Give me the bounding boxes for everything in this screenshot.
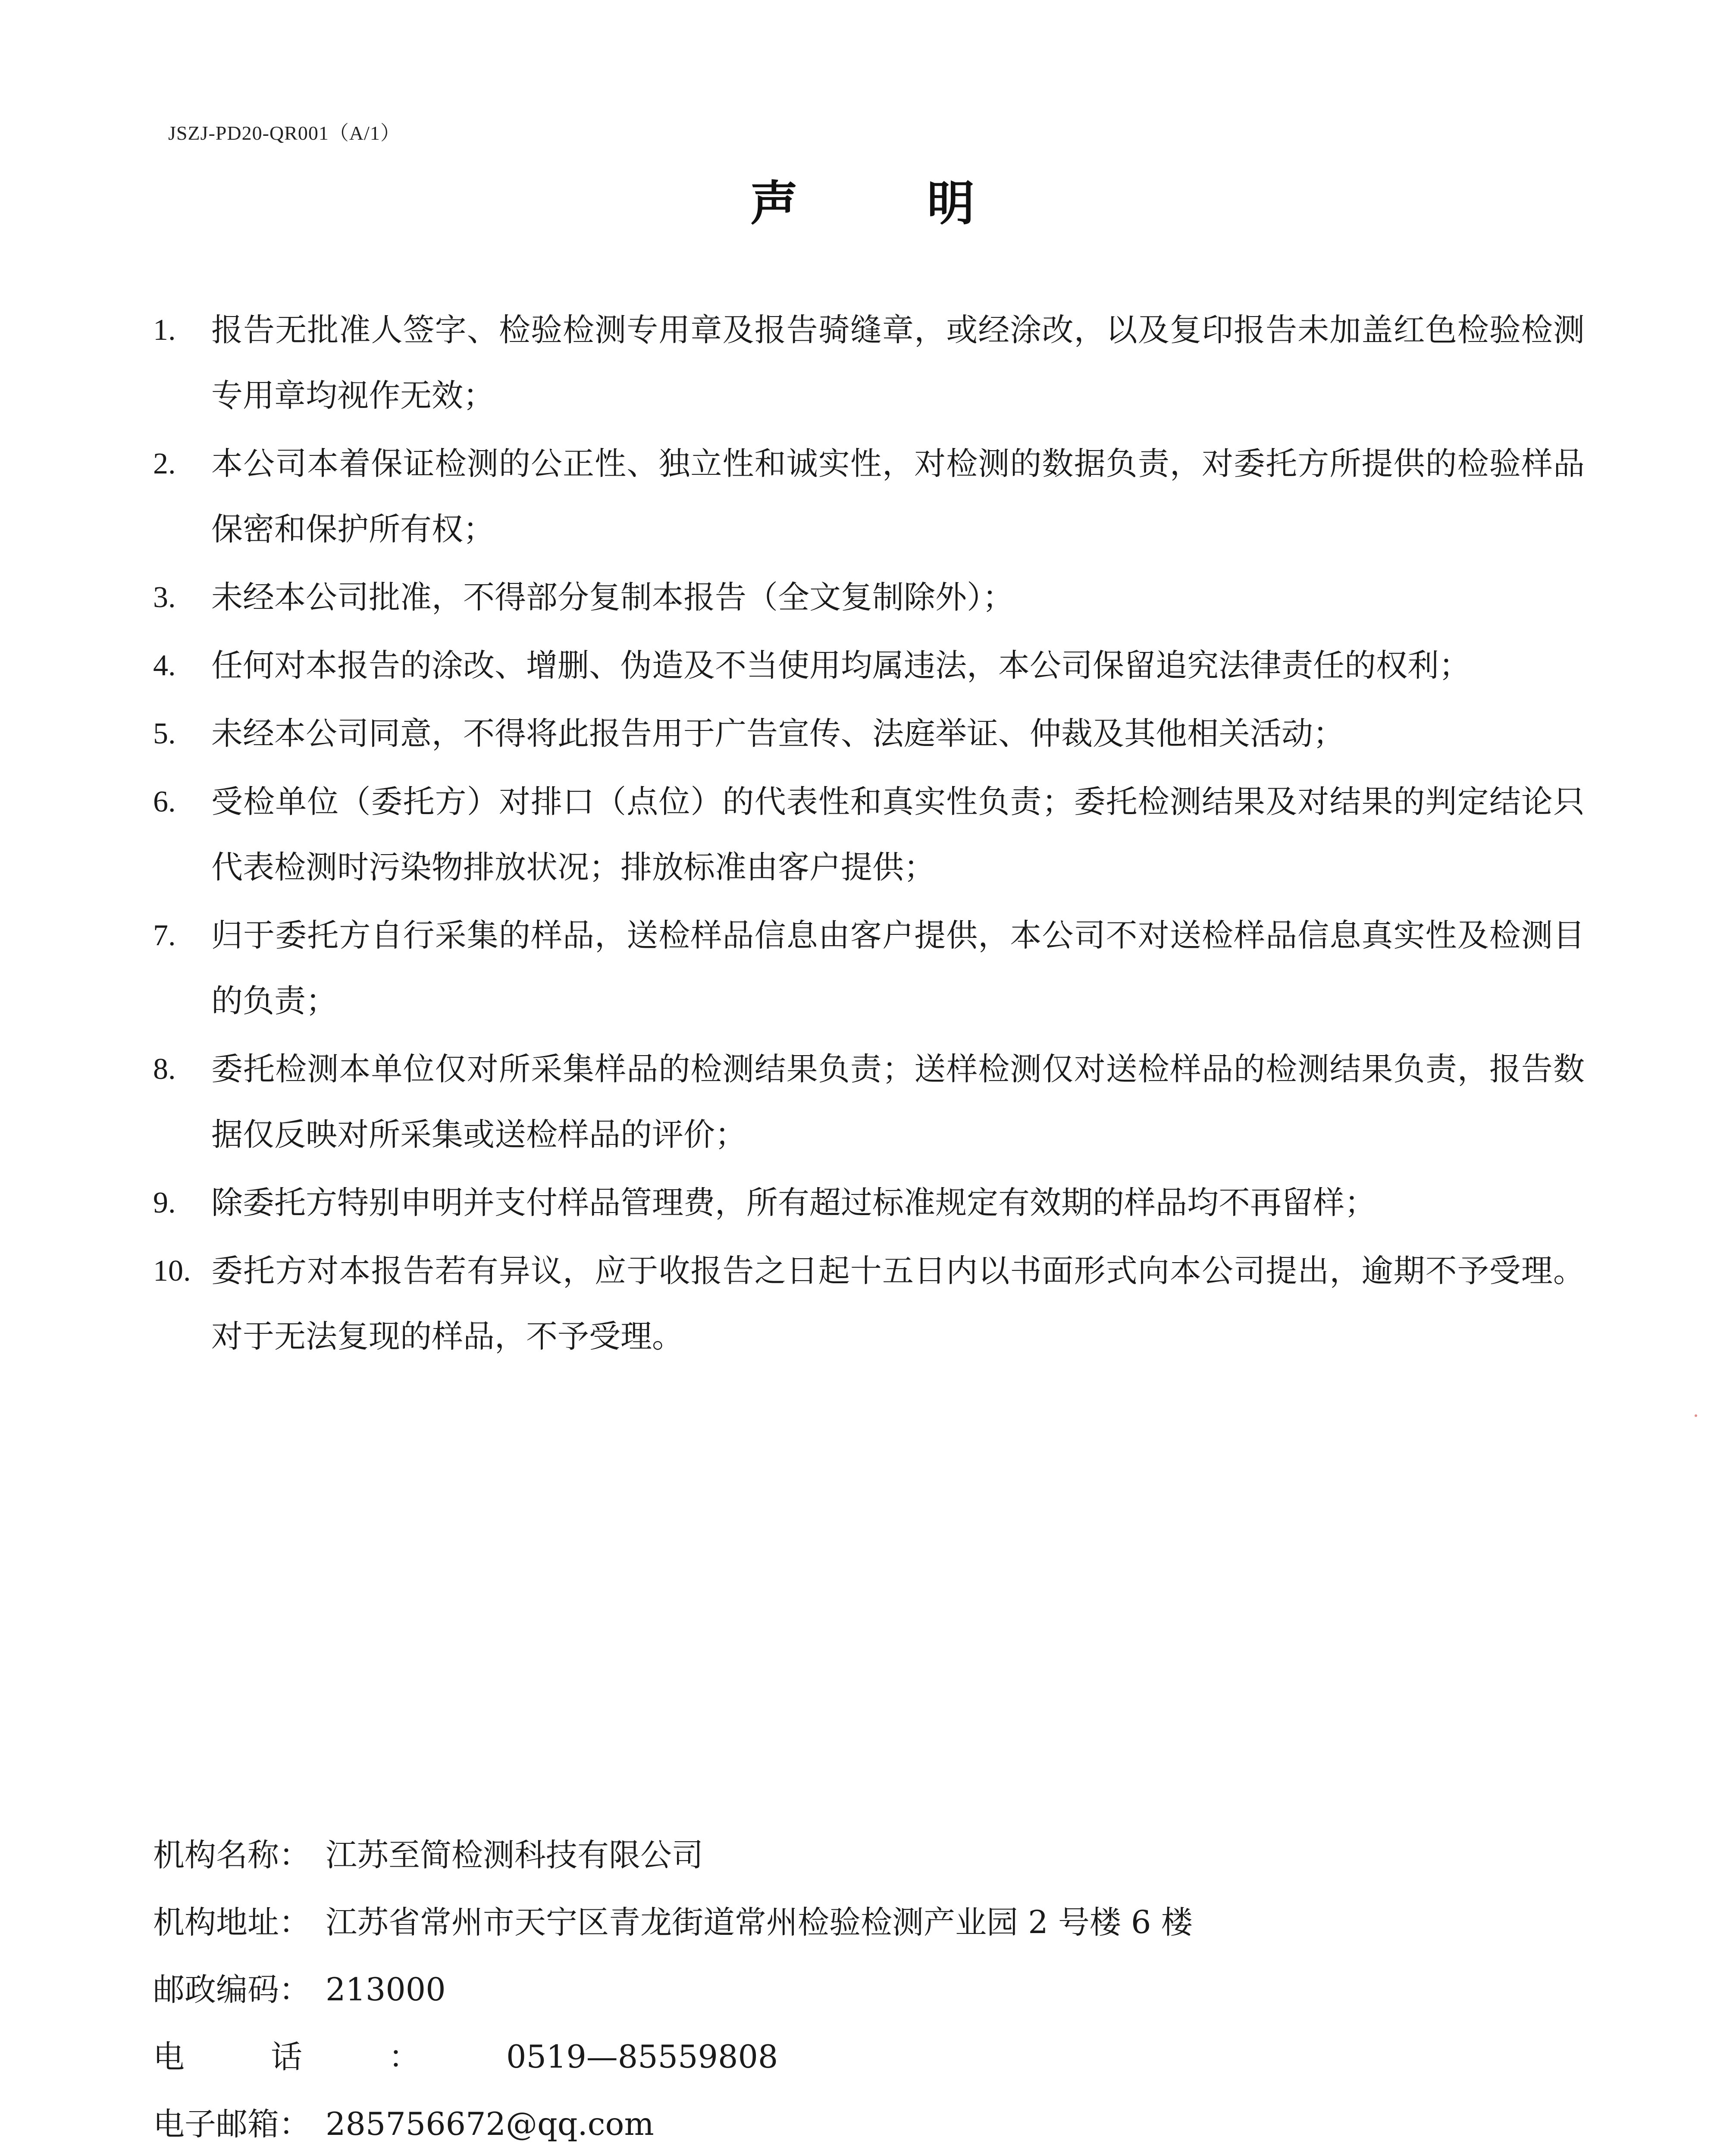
clause-number: 6.: [153, 785, 176, 818]
clause-number: 8.: [153, 1053, 176, 1086]
org-name: 江苏至简检测科技有限公司: [326, 1837, 703, 1874]
clause-number: 4.: [153, 649, 176, 682]
org-email-row: [153, 2091, 1193, 2156]
clause-6: [153, 769, 1585, 900]
org-phone: 0519—85559808: [506, 2039, 778, 2075]
org-postcode-row: [153, 1956, 1193, 2024]
clause-number: 10.: [153, 1254, 191, 1288]
clause-text: 未经本公司同意，不得将此报告用于广告宣传、法庭举证、仲裁及其他相关活动；: [211, 715, 1344, 752]
org-email: 285756672@qq.com: [326, 2106, 654, 2143]
clause-9: [153, 1170, 1585, 1236]
org-postcode-label: 邮政编码：: [153, 1971, 310, 2008]
clause-text: 本公司本着保证检测的公正性、独立性和诚实性，对检测的数据负责，对委托方所提供的检验样品保密和保护所有权；: [211, 445, 1585, 548]
clause-number: 9.: [153, 1186, 176, 1219]
scan-speck: [1695, 1414, 1697, 1417]
clause-text: 任何对本报告的涂改、增删、伪造及不当使用均属违法，本公司保留追究法律责任的权利；: [211, 647, 1470, 684]
statement-clauses: [153, 298, 1585, 1372]
clause-1: [153, 298, 1585, 429]
page-title: 声明: [750, 175, 1104, 231]
clause-number: 2.: [153, 447, 176, 480]
org-address: 江苏省常州市天宁区青龙街道常州检验检测产业园 2 号楼 6 楼: [326, 1904, 1193, 1941]
clause-4: [153, 633, 1585, 699]
clause-10: [153, 1238, 1585, 1369]
clause-number: 3.: [153, 581, 176, 614]
clause-3: [153, 565, 1585, 630]
clause-text: 未经本公司批准，不得部分复制本报告（全文复制除外）；: [211, 579, 1014, 616]
clause-text: 报告无批准人签字、检验检测专用章及报告骑缝章，或经涂改，以及复印报告未加盖红色检验检测专用章均视作无效；: [211, 312, 1585, 414]
clause-text: 除委托方特别申明并支付样品管理费，所有超过标准规定有效期的样品均不再留样；: [211, 1185, 1376, 1221]
org-email-label: 电子邮箱：: [153, 2106, 310, 2143]
clause-5: [153, 701, 1585, 767]
clause-number: 5.: [153, 717, 176, 750]
clause-number: 7.: [153, 919, 176, 952]
clause-text: 委托检测本单位仅对所采集样品的检测结果负责；送样检测仅对送检样品的检测结果负责，报告数据仅反映对所采集或送检样品的评价；: [211, 1051, 1585, 1153]
org-address-label: 机构地址：: [153, 1904, 310, 1941]
clause-text: 受检单位（委托方）对排口（点位）的代表性和真实性负责；委托检测结果及对结果的判定结论只代表检测时污染物排放状况；排放标准由客户提供；: [211, 783, 1585, 886]
clause-text: 归于委托方自行采集的样品，送检样品信息由客户提供，本公司不对送检样品信息真实性及检测目的负责；: [211, 917, 1585, 1019]
org-phone-row: [153, 2024, 1193, 2091]
org-name-label: 机构名称：: [153, 1837, 310, 1874]
clause-2: [153, 431, 1585, 562]
org-phone-label: 电话：: [153, 2039, 506, 2075]
clause-8: [153, 1037, 1585, 1168]
org-name-row: [153, 1822, 1193, 1889]
document-code: JSZJ-PD20-QR001（A/1）: [168, 122, 401, 144]
clause-7: [153, 903, 1585, 1034]
org-postcode: 213000: [326, 1971, 446, 2008]
clause-text: 委托方对本报告若有异议，应于收报告之日起十五日内以书面形式向本公司提出，逾期不予受理。对于无法复现的样品，不予受理。: [211, 1253, 1585, 1355]
organization-info: [153, 1822, 1193, 2156]
clause-number: 1.: [153, 313, 176, 347]
org-address-row: [153, 1889, 1193, 1956]
